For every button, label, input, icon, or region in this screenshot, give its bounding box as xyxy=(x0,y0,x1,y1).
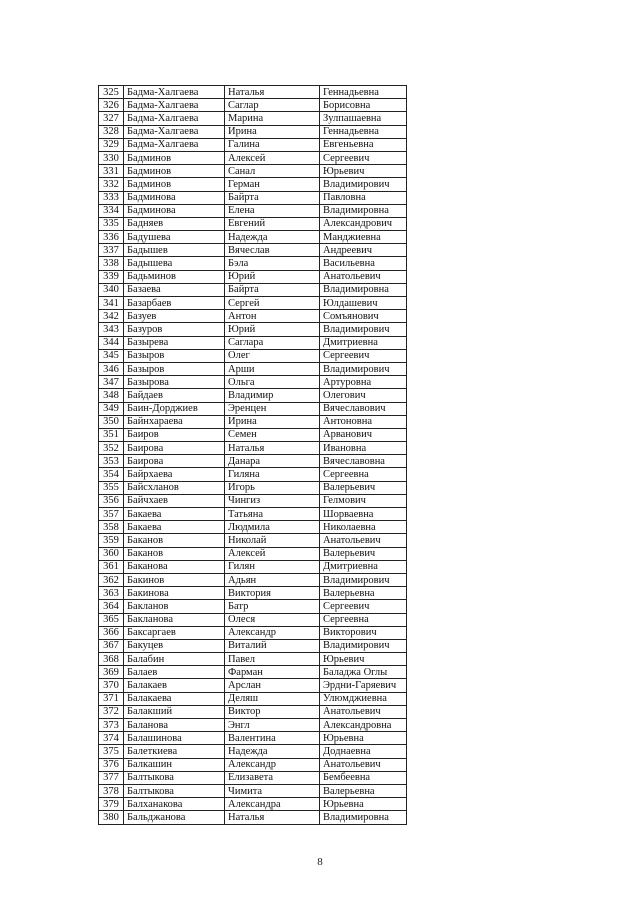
first-name-cell: Виктория xyxy=(225,587,320,600)
roster-table-body xyxy=(99,86,407,825)
last-name-cell: Балакаев xyxy=(124,679,225,692)
patronymic-cell: Валерьевна xyxy=(320,784,407,797)
row-number-cell: 361 xyxy=(99,560,124,573)
patronymic-cell: Борисовна xyxy=(320,99,407,112)
first-name-cell: Саглара xyxy=(225,336,320,349)
table-row xyxy=(99,639,407,652)
row-number-cell: 332 xyxy=(99,178,124,191)
row-number-cell: 331 xyxy=(99,165,124,178)
first-name-cell: Марина xyxy=(225,112,320,125)
patronymic-cell: Анатольевич xyxy=(320,534,407,547)
last-name-cell: Баирова xyxy=(124,455,225,468)
first-name-cell: Ирина xyxy=(225,125,320,138)
patronymic-cell: Сомъянович xyxy=(320,310,407,323)
row-number-cell: 353 xyxy=(99,455,124,468)
last-name-cell: Базырева xyxy=(124,336,225,349)
table-row xyxy=(99,244,407,257)
first-name-cell: Александра xyxy=(225,798,320,811)
row-number-cell: 352 xyxy=(99,442,124,455)
table-row xyxy=(99,560,407,573)
row-number-cell: 342 xyxy=(99,310,124,323)
last-name-cell: Бадминов xyxy=(124,178,225,191)
patronymic-cell: Андреевич xyxy=(320,244,407,257)
last-name-cell: Бадминова xyxy=(124,191,225,204)
first-name-cell: Надежда xyxy=(225,745,320,758)
first-name-cell: Людмила xyxy=(225,521,320,534)
table-row xyxy=(99,138,407,151)
first-name-cell: Юрий xyxy=(225,270,320,283)
table-row xyxy=(99,508,407,521)
table-row xyxy=(99,521,407,534)
first-name-cell: Надежда xyxy=(225,231,320,244)
row-number-cell: 362 xyxy=(99,573,124,586)
patronymic-cell: Анатольевич xyxy=(320,705,407,718)
last-name-cell: Бадминова xyxy=(124,204,225,217)
last-name-cell: Баиров xyxy=(124,428,225,441)
patronymic-cell: Владимирович xyxy=(320,573,407,586)
last-name-cell: Бакинов xyxy=(124,573,225,586)
row-number-cell: 338 xyxy=(99,257,124,270)
patronymic-cell: Дмитриевна xyxy=(320,560,407,573)
first-name-cell: Татьяна xyxy=(225,508,320,521)
patronymic-cell: Владимирович xyxy=(320,178,407,191)
table-row xyxy=(99,270,407,283)
first-name-cell: Наталья xyxy=(225,811,320,824)
first-name-cell: Фарман xyxy=(225,666,320,679)
row-number-cell: 371 xyxy=(99,692,124,705)
first-name-cell: Санал xyxy=(225,165,320,178)
patronymic-cell: Юрьевич xyxy=(320,165,407,178)
first-name-cell: Юрий xyxy=(225,323,320,336)
table-row xyxy=(99,428,407,441)
patronymic-cell: Геннадьевна xyxy=(320,86,407,99)
first-name-cell: Вячеслав xyxy=(225,244,320,257)
table-row xyxy=(99,494,407,507)
first-name-cell: Батр xyxy=(225,600,320,613)
first-name-cell: Олеся xyxy=(225,613,320,626)
row-number-cell: 378 xyxy=(99,784,124,797)
first-name-cell: Байрта xyxy=(225,283,320,296)
first-name-cell: Владимир xyxy=(225,389,320,402)
page-number: 8 xyxy=(317,856,323,868)
last-name-cell: Бадминов xyxy=(124,165,225,178)
row-number-cell: 359 xyxy=(99,534,124,547)
last-name-cell: Бадма-Халгаева xyxy=(124,138,225,151)
patronymic-cell: Доднаевна xyxy=(320,745,407,758)
table-row xyxy=(99,283,407,296)
row-number-cell: 375 xyxy=(99,745,124,758)
first-name-cell: Семен xyxy=(225,428,320,441)
last-name-cell: Бадьминов xyxy=(124,270,225,283)
patronymic-cell: Дмитриевна xyxy=(320,336,407,349)
patronymic-cell: Бембеевна xyxy=(320,771,407,784)
table-row xyxy=(99,600,407,613)
last-name-cell: Байнхараева xyxy=(124,415,225,428)
patronymic-cell: Викторович xyxy=(320,626,407,639)
first-name-cell: Бэла xyxy=(225,257,320,270)
table-row xyxy=(99,547,407,560)
table-row xyxy=(99,745,407,758)
row-number-cell: 374 xyxy=(99,732,124,745)
first-name-cell: Игорь xyxy=(225,481,320,494)
first-name-cell: Антон xyxy=(225,310,320,323)
patronymic-cell: Александрович xyxy=(320,217,407,230)
first-name-cell: Елизавета xyxy=(225,771,320,784)
last-name-cell: Баланова xyxy=(124,719,225,732)
first-name-cell: Чингиз xyxy=(225,494,320,507)
patronymic-cell: Манджиевна xyxy=(320,231,407,244)
row-number-cell: 379 xyxy=(99,798,124,811)
table-row xyxy=(99,125,407,138)
last-name-cell: Бадма-Халгаева xyxy=(124,86,225,99)
last-name-cell: Базырова xyxy=(124,376,225,389)
table-row xyxy=(99,679,407,692)
patronymic-cell: Александровна xyxy=(320,719,407,732)
first-name-cell: Галина xyxy=(225,138,320,151)
row-number-cell: 337 xyxy=(99,244,124,257)
last-name-cell: Бальджанова xyxy=(124,811,225,824)
table-row xyxy=(99,758,407,771)
last-name-cell: Бадма-Халгаева xyxy=(124,125,225,138)
first-name-cell: Александр xyxy=(225,758,320,771)
patronymic-cell: Артуровна xyxy=(320,376,407,389)
table-row xyxy=(99,402,407,415)
patronymic-cell: Анатольевич xyxy=(320,270,407,283)
patronymic-cell: Юрьевна xyxy=(320,732,407,745)
patronymic-cell: Валерьевич xyxy=(320,547,407,560)
row-number-cell: 340 xyxy=(99,283,124,296)
last-name-cell: Бакланов xyxy=(124,600,225,613)
patronymic-cell: Арванович xyxy=(320,428,407,441)
table-row xyxy=(99,771,407,784)
first-name-cell: Арши xyxy=(225,362,320,375)
row-number-cell: 369 xyxy=(99,666,124,679)
first-name-cell: Чимита xyxy=(225,784,320,797)
table-row xyxy=(99,653,407,666)
last-name-cell: Байсхланов xyxy=(124,481,225,494)
first-name-cell: Виктор xyxy=(225,705,320,718)
table-row xyxy=(99,376,407,389)
table-row xyxy=(99,811,407,824)
last-name-cell: Байдаев xyxy=(124,389,225,402)
table-row xyxy=(99,178,407,191)
last-name-cell: Бадма-Халгаева xyxy=(124,112,225,125)
first-name-cell: Гиляна xyxy=(225,468,320,481)
last-name-cell: Бакинова xyxy=(124,587,225,600)
first-name-cell: Саглар xyxy=(225,99,320,112)
last-name-cell: Балтыкова xyxy=(124,784,225,797)
patronymic-cell: Эрдни-Гаряевич xyxy=(320,679,407,692)
table-row xyxy=(99,151,407,164)
first-name-cell: Павел xyxy=(225,653,320,666)
row-number-cell: 328 xyxy=(99,125,124,138)
table-row xyxy=(99,389,407,402)
row-number-cell: 377 xyxy=(99,771,124,784)
first-name-cell: Энгл xyxy=(225,719,320,732)
last-name-cell: Баксаргаев xyxy=(124,626,225,639)
last-name-cell: Бадминов xyxy=(124,151,225,164)
last-name-cell: Бадма-Халгаева xyxy=(124,99,225,112)
row-number-cell: 334 xyxy=(99,204,124,217)
patronymic-cell: Владимировна xyxy=(320,811,407,824)
row-number-cell: 335 xyxy=(99,217,124,230)
row-number-cell: 363 xyxy=(99,587,124,600)
table-row xyxy=(99,323,407,336)
first-name-cell: Эренцен xyxy=(225,402,320,415)
row-number-cell: 333 xyxy=(99,191,124,204)
last-name-cell: Балеткиева xyxy=(124,745,225,758)
row-number-cell: 347 xyxy=(99,376,124,389)
last-name-cell: Бакуцев xyxy=(124,639,225,652)
table-row xyxy=(99,257,407,270)
roster-table xyxy=(98,85,407,825)
patronymic-cell: Олегович xyxy=(320,389,407,402)
row-number-cell: 357 xyxy=(99,508,124,521)
row-number-cell: 341 xyxy=(99,297,124,310)
row-number-cell: 348 xyxy=(99,389,124,402)
last-name-cell: Балакший xyxy=(124,705,225,718)
table-row xyxy=(99,732,407,745)
row-number-cell: 345 xyxy=(99,349,124,362)
table-row xyxy=(99,573,407,586)
table-row xyxy=(99,481,407,494)
table-row xyxy=(99,692,407,705)
last-name-cell: Базыров xyxy=(124,349,225,362)
table-row xyxy=(99,191,407,204)
table-row xyxy=(99,349,407,362)
first-name-cell: Елена xyxy=(225,204,320,217)
table-row xyxy=(99,112,407,125)
first-name-cell: Адьян xyxy=(225,573,320,586)
patronymic-cell: Вячеславовна xyxy=(320,455,407,468)
patronymic-cell: Сергеевич xyxy=(320,151,407,164)
table-row xyxy=(99,362,407,375)
last-name-cell: Баканов xyxy=(124,547,225,560)
table-row xyxy=(99,297,407,310)
first-name-cell: Байрта xyxy=(225,191,320,204)
row-number-cell: 344 xyxy=(99,336,124,349)
row-number-cell: 350 xyxy=(99,415,124,428)
row-number-cell: 372 xyxy=(99,705,124,718)
last-name-cell: Байчхаев xyxy=(124,494,225,507)
row-number-cell: 368 xyxy=(99,653,124,666)
last-name-cell: Бадняев xyxy=(124,217,225,230)
patronymic-cell: Шорваевна xyxy=(320,508,407,521)
last-name-cell: Балханакова xyxy=(124,798,225,811)
patronymic-cell: Зулпашаевна xyxy=(320,112,407,125)
last-name-cell: Бакаева xyxy=(124,508,225,521)
patronymic-cell: Ивановна xyxy=(320,442,407,455)
row-number-cell: 349 xyxy=(99,402,124,415)
last-name-cell: Базыров xyxy=(124,362,225,375)
table-row xyxy=(99,719,407,732)
first-name-cell: Арслан xyxy=(225,679,320,692)
table-row xyxy=(99,798,407,811)
patronymic-cell: Геннадьевна xyxy=(320,125,407,138)
last-name-cell: Базуров xyxy=(124,323,225,336)
last-name-cell: Баканов xyxy=(124,534,225,547)
row-number-cell: 346 xyxy=(99,362,124,375)
table-row xyxy=(99,99,407,112)
table-row xyxy=(99,217,407,230)
row-number-cell: 336 xyxy=(99,231,124,244)
table-row xyxy=(99,784,407,797)
first-name-cell: Гилян xyxy=(225,560,320,573)
table-row xyxy=(99,534,407,547)
patronymic-cell: Сергеевна xyxy=(320,468,407,481)
row-number-cell: 329 xyxy=(99,138,124,151)
last-name-cell: Баканова xyxy=(124,560,225,573)
first-name-cell: Алексей xyxy=(225,151,320,164)
last-name-cell: Бадышева xyxy=(124,257,225,270)
first-name-cell: Ольга xyxy=(225,376,320,389)
patronymic-cell: Юрьевич xyxy=(320,653,407,666)
patronymic-cell: Владимировна xyxy=(320,204,407,217)
patronymic-cell: Владимировна xyxy=(320,283,407,296)
patronymic-cell: Антоновна xyxy=(320,415,407,428)
first-name-cell: Николай xyxy=(225,534,320,547)
last-name-cell: Балашинова xyxy=(124,732,225,745)
first-name-cell: Деляш xyxy=(225,692,320,705)
row-number-cell: 364 xyxy=(99,600,124,613)
patronymic-cell: Васильевна xyxy=(320,257,407,270)
last-name-cell: Бадышев xyxy=(124,244,225,257)
patronymic-cell: Сергеевна xyxy=(320,613,407,626)
last-name-cell: Базарбаев xyxy=(124,297,225,310)
last-name-cell: Базаева xyxy=(124,283,225,296)
row-number-cell: 327 xyxy=(99,112,124,125)
table-row xyxy=(99,165,407,178)
first-name-cell: Данара xyxy=(225,455,320,468)
patronymic-cell: Юрьевна xyxy=(320,798,407,811)
table-row xyxy=(99,705,407,718)
row-number-cell: 343 xyxy=(99,323,124,336)
row-number-cell: 360 xyxy=(99,547,124,560)
row-number-cell: 380 xyxy=(99,811,124,824)
table-row xyxy=(99,587,407,600)
patronymic-cell: Павловна xyxy=(320,191,407,204)
last-name-cell: Базуев xyxy=(124,310,225,323)
row-number-cell: 326 xyxy=(99,99,124,112)
patronymic-cell: Владимирович xyxy=(320,639,407,652)
table-row xyxy=(99,204,407,217)
patronymic-cell: Валерьевна xyxy=(320,587,407,600)
table-row xyxy=(99,415,407,428)
last-name-cell: Балакаева xyxy=(124,692,225,705)
row-number-cell: 354 xyxy=(99,468,124,481)
first-name-cell: Евгений xyxy=(225,217,320,230)
row-number-cell: 351 xyxy=(99,428,124,441)
table-row xyxy=(99,310,407,323)
last-name-cell: Бадушева xyxy=(124,231,225,244)
patronymic-cell: Валерьевич xyxy=(320,481,407,494)
row-number-cell: 365 xyxy=(99,613,124,626)
table-row xyxy=(99,613,407,626)
last-name-cell: Балабин xyxy=(124,653,225,666)
patronymic-cell: Евгеньевна xyxy=(320,138,407,151)
table-row xyxy=(99,336,407,349)
row-number-cell: 367 xyxy=(99,639,124,652)
first-name-cell: Ирина xyxy=(225,415,320,428)
last-name-cell: Баирова xyxy=(124,442,225,455)
row-number-cell: 339 xyxy=(99,270,124,283)
row-number-cell: 366 xyxy=(99,626,124,639)
last-name-cell: Балаев xyxy=(124,666,225,679)
patronymic-cell: Гелмович xyxy=(320,494,407,507)
first-name-cell: Герман xyxy=(225,178,320,191)
first-name-cell: Сергей xyxy=(225,297,320,310)
row-number-cell: 330 xyxy=(99,151,124,164)
first-name-cell: Алексей xyxy=(225,547,320,560)
row-number-cell: 373 xyxy=(99,719,124,732)
first-name-cell: Олег xyxy=(225,349,320,362)
patronymic-cell: Юлдашевич xyxy=(320,297,407,310)
row-number-cell: 358 xyxy=(99,521,124,534)
patronymic-cell: Николаевна xyxy=(320,521,407,534)
table-row xyxy=(99,626,407,639)
first-name-cell: Валентина xyxy=(225,732,320,745)
patronymic-cell: Улюмджиевна xyxy=(320,692,407,705)
table-row xyxy=(99,86,407,99)
table-row xyxy=(99,455,407,468)
row-number-cell: 325 xyxy=(99,86,124,99)
first-name-cell: Александр xyxy=(225,626,320,639)
last-name-cell: Бакланова xyxy=(124,613,225,626)
first-name-cell: Наталья xyxy=(225,442,320,455)
last-name-cell: Баин-Дорджиев xyxy=(124,402,225,415)
row-number-cell: 376 xyxy=(99,758,124,771)
row-number-cell: 370 xyxy=(99,679,124,692)
patronymic-cell: Владимирович xyxy=(320,362,407,375)
patronymic-cell: Владимирович xyxy=(320,323,407,336)
table-row xyxy=(99,442,407,455)
patronymic-cell: Вячеславович xyxy=(320,402,407,415)
last-name-cell: Балкашин xyxy=(124,758,225,771)
first-name-cell: Наталья xyxy=(225,86,320,99)
first-name-cell: Виталий xyxy=(225,639,320,652)
patronymic-cell: Сергеевич xyxy=(320,349,407,362)
table-row xyxy=(99,231,407,244)
table-row xyxy=(99,666,407,679)
patronymic-cell: Анатольевич xyxy=(320,758,407,771)
last-name-cell: Байрхаева xyxy=(124,468,225,481)
patronymic-cell: Баладжа Оглы xyxy=(320,666,407,679)
patronymic-cell: Сергеевич xyxy=(320,600,407,613)
row-number-cell: 355 xyxy=(99,481,124,494)
table-row xyxy=(99,468,407,481)
last-name-cell: Бакаева xyxy=(124,521,225,534)
row-number-cell: 356 xyxy=(99,494,124,507)
last-name-cell: Балтыкова xyxy=(124,771,225,784)
